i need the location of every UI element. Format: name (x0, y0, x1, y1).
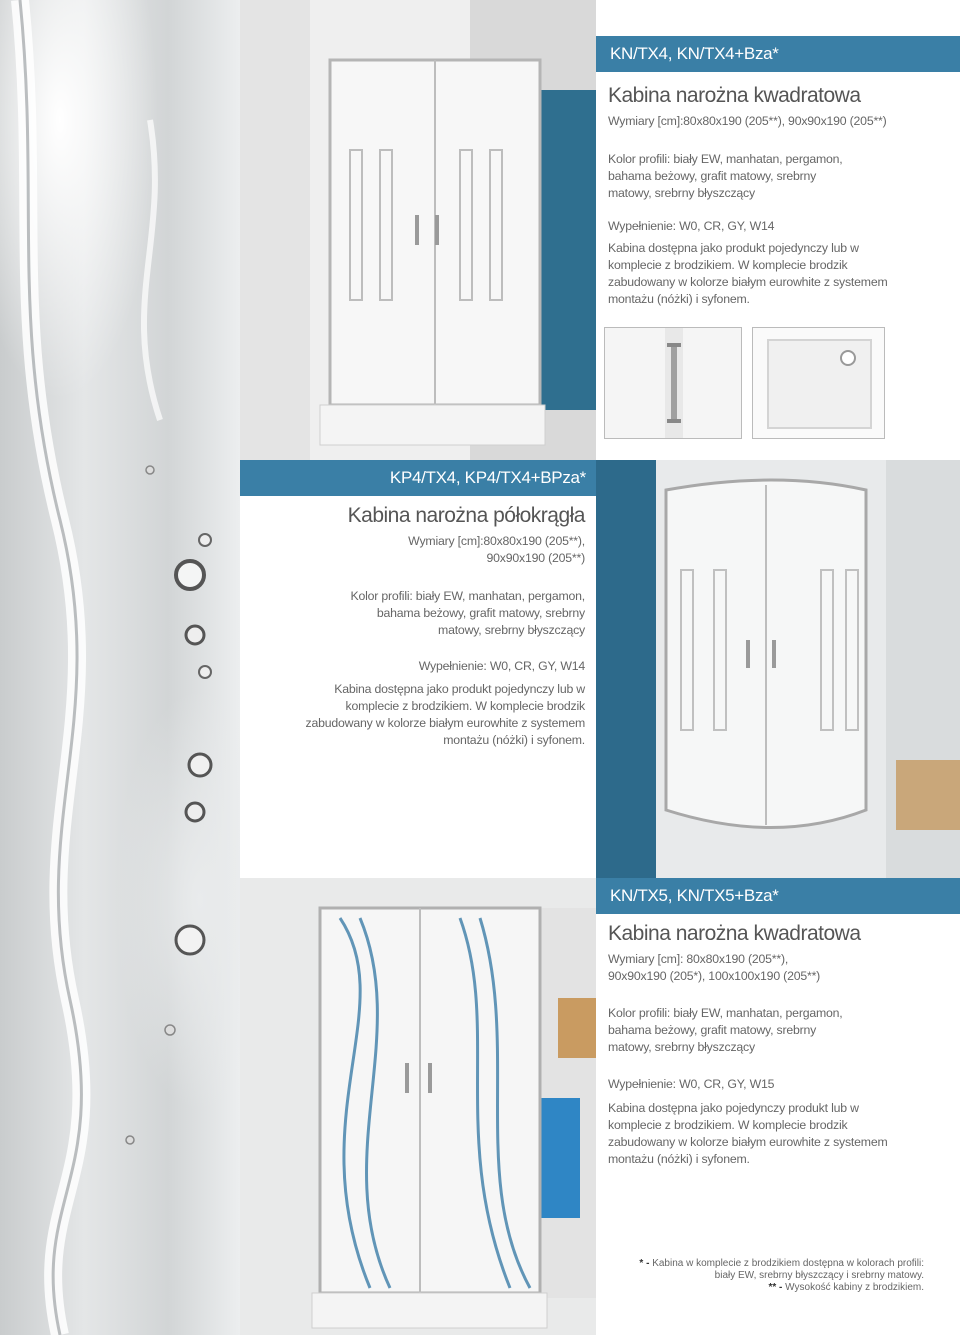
section-2-availability: Kabina dostępna jako produkt pojedynczy lub w komplecie z brodzikiem. W komplecie brodzik zabudowany w kolorze białym eurowhite z systemem montażu (nóżki) i syfonem. (305, 682, 585, 747)
section-1-title: Kabina narożna kwadratowa (608, 84, 861, 107)
section-3-dimensions-1: Wymiary [cm]: 80x80x190 (205**), (608, 952, 789, 966)
section-3-dimensions-2: 90x90x190 (205*), 100x100x190 (205**) (608, 969, 821, 983)
water-droplets-image (0, 0, 240, 1335)
footnotes (639, 1258, 924, 1294)
section-2-filling: Wypełnienie: W0, CR, GY, W14 (418, 659, 585, 673)
section-2-profile-colors: Kolor profili: biały EW, manhatan, pergamon, bahama beżowy, grafit matowy, srebrny matowy, srebrny błyszczący (350, 589, 585, 637)
section-2-code-bar: KP4/TX4, KP4/TX4+BPza* (240, 460, 596, 496)
section-1-code-bar: KN/TX4, KN/TX4+Bza* (596, 36, 960, 72)
section-2-dimensions-1: Wymiary [cm]:80x80x190 (205**), (408, 534, 585, 548)
section-3-title: Kabina narożna kwadratowa (608, 922, 861, 945)
shower-tray-photo (752, 327, 885, 439)
footnote-1-text-2: biały EW, srebrny błyszczący i srebrny matowy. (714, 1270, 924, 1281)
section-1-filling: Wypełnienie: W0, CR, GY, W14 (608, 219, 775, 233)
section-1-profile-colors: Kolor profili: biały EW, manhatan, pergamon, bahama beżowy, grafit matowy, srebrny matowy, srebrny błyszczący (608, 152, 843, 200)
footnote-2-mark: ** - (768, 1282, 783, 1293)
footnote-1 (639, 1258, 924, 1270)
shower-cabin-photo-1 (240, 0, 596, 460)
section-3-filling: Wypełnienie: W0, CR, GY, W15 (608, 1077, 775, 1091)
section-2-title: Kabina narożna półokrągła (347, 504, 585, 527)
section-3-profile-colors: Kolor profili: biały EW, manhatan, pergamon, bahama beżowy, grafit matowy, srebrny matowy, srebrny błyszczący (608, 1006, 843, 1054)
section-1-dimensions: Wymiary [cm]:80x80x190 (205**), 90x90x190 (205**) (608, 114, 887, 128)
footnote-2 (639, 1282, 924, 1294)
section-3-availability: Kabina dostępna jako pojedynczy produkt lub w komplecie z brodzikiem. W komplecie brodzik zabudowany w kolorze białym eurowhite z systemem montażu (nóżki) i syfonem. (608, 1101, 888, 1166)
footnote-2-text: Wysokość kabiny z brodzikiem. (785, 1282, 924, 1293)
section-2-dimensions-2: 90x90x190 (205**) (486, 551, 585, 565)
shower-cabin-photo-3 (240, 878, 596, 1335)
shower-cabin-photo-2 (596, 460, 960, 878)
footnote-1-mark: * - (639, 1258, 650, 1269)
handle-detail-photo (604, 327, 742, 439)
section-1-availability: Kabina dostępna jako produkt pojedynczy lub w komplecie z brodzikiem. W komplecie brodzik zabudowany w kolorze białym eurowhite z systemem montażu (nóżki) i syfonem. (608, 241, 888, 306)
footnote-1-text-1: Kabina w komplecie z brodzikiem dostępna w kolorach profili: (652, 1258, 924, 1269)
section-3-code-bar: KN/TX5, KN/TX5+Bza* (596, 878, 960, 914)
